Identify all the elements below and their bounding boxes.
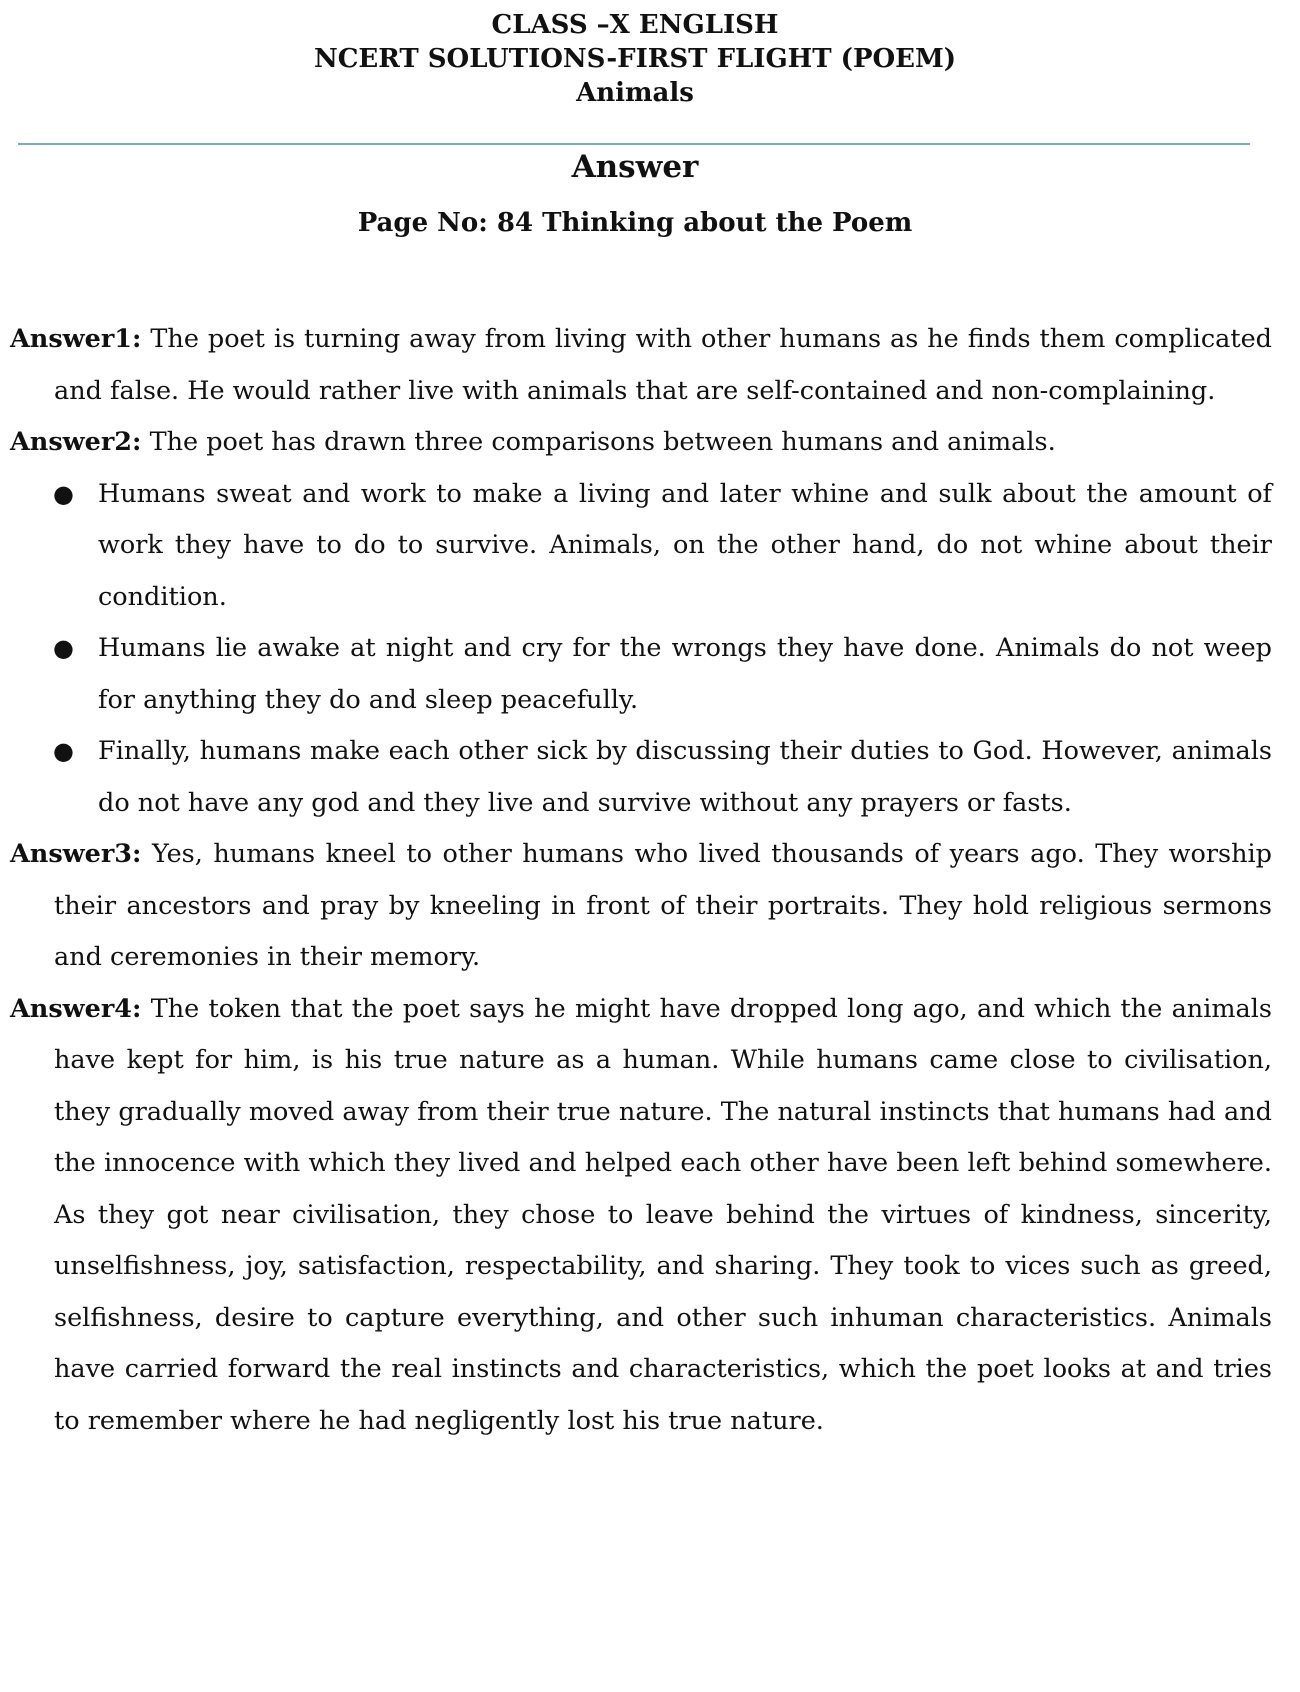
- page-heading: Page No: 84 Thinking about the Poem: [357, 208, 913, 238]
- bullet-item: [10, 726, 1272, 829]
- answer-1-text: The poet is turning away from living with other humans as he finds them complicated and false. He would rather live with animals that are self-contained and non-complaining.: [54, 324, 1272, 406]
- answer-2: [10, 417, 1272, 469]
- bullet-text: Finally, humans make each other sick by discussing their duties to God. However, animals do not have any god and they live and survive without any prayers or fasts.: [98, 736, 1272, 818]
- bullet-item: [10, 623, 1272, 726]
- bullet-text: Humans sweat and work to make a living and later whine and sulk about the amount of work they have to do to survive. Animals, on the other hand, do not whine about their condition.: [98, 478, 1272, 612]
- answer-3: [10, 829, 1272, 984]
- bullet-icon: ●: [53, 479, 74, 508]
- bullet-text: Humans lie awake at night and cry for the wrongs they have done. Animals do not weep for anything they do and sleep peacefully.: [98, 633, 1272, 715]
- answer-2-bullet-list: [10, 469, 1272, 830]
- answer-4-label: Answer4:: [10, 993, 142, 1024]
- answer-1: [10, 314, 1272, 417]
- answer-heading: Answer: [571, 149, 699, 185]
- bullet-item: [10, 469, 1272, 624]
- bullet-icon: ●: [53, 737, 74, 765]
- chapter-title: Animals: [576, 78, 694, 108]
- answers-section: [10, 314, 1272, 1447]
- bullet-icon: ●: [53, 634, 74, 662]
- book-title: NCERT SOLUTIONS-FIRST FLIGHT (POEM): [313, 44, 957, 74]
- document-header: [0, 8, 1270, 110]
- answer-2-label: Answer2:: [10, 427, 142, 457]
- answer-4: [10, 984, 1272, 1448]
- class-title: CLASS –X ENGLISH: [491, 10, 779, 40]
- answer-1-label: Answer1:: [10, 324, 142, 354]
- answer-3-text: Yes, humans kneel to other humans who lived thousands of years ago. They worship their ancestors and pray by kneeling in front of their portraits. They hold religious sermons and ceremonies in their memory.: [54, 839, 1272, 972]
- answer-4-text: The token that the poet says he might have dropped long ago, and which the animals have kept for him, is his true nature as a human. While humans came close to civilisation, they gradually moved away from their true nature. The natural instincts that humans had and the innocence with which they lived and helped each other have been left behind somewhere. As they got near civilisation, they chose to leave behind the virtues of kindness, sincerity, unselfishness, joy, satisfaction, respectability, and sharing. They took to vices such as greed, selfishness, desire to capture everything, and other such inhuman characteristics. Animals have carried forward the real instincts and characteristics, which the poet looks at and tries to remember where he had negligently lost his true nature.: [54, 993, 1272, 1436]
- answer-2-text: The poet has drawn three comparisons between humans and animals.: [149, 427, 1056, 457]
- answer-3-label: Answer3:: [10, 839, 142, 869]
